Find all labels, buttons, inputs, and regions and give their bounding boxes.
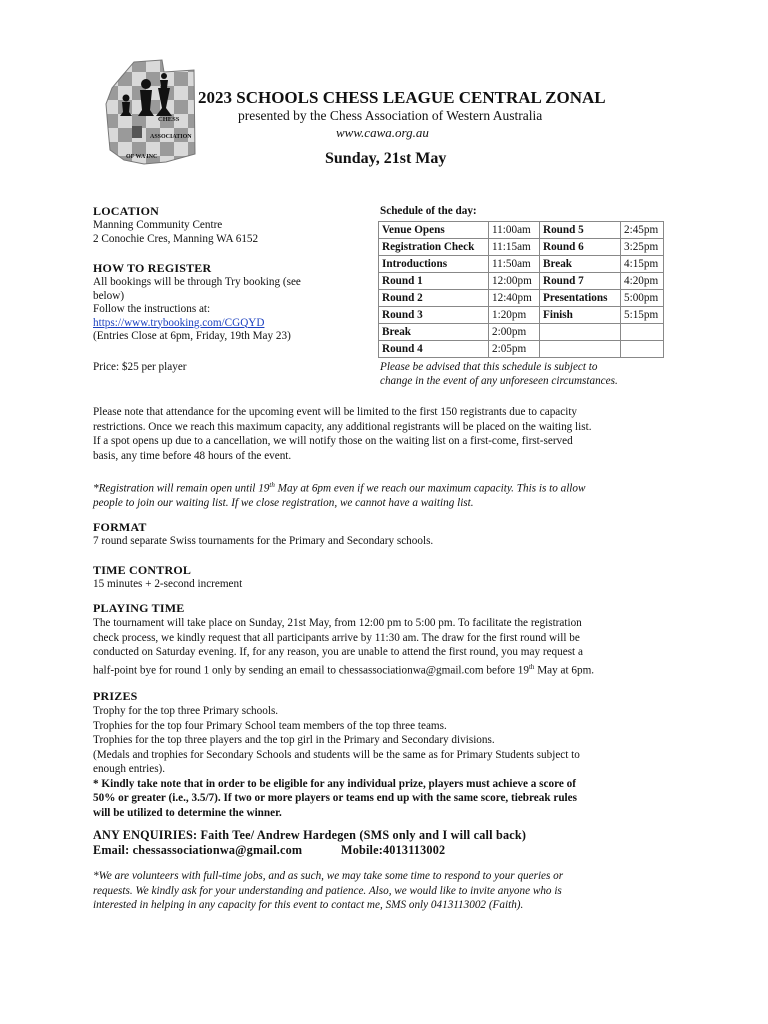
schedule-event-label: Venue Opens xyxy=(379,222,489,239)
schedule-heading: Schedule of the day: xyxy=(380,205,477,217)
capacity-line-4: basis, any time before 48 hours of the event. xyxy=(93,449,292,462)
schedule-row xyxy=(379,273,664,290)
schedule-row xyxy=(379,324,664,341)
format-text: 7 round separate Swiss tournaments for the Primary and Secondary schools. xyxy=(93,535,434,547)
prizes-line-5: enough entries). xyxy=(93,763,166,775)
schedule-event-label: Finish xyxy=(540,307,621,324)
schedule-event-time: 2:05pm xyxy=(489,341,540,358)
prizes-section xyxy=(93,689,683,820)
logo-text-of-wa-inc: OF WA INC xyxy=(126,154,158,160)
prizes-line-2: Trophies for the top four Primary School team members of the top three teams. xyxy=(93,719,447,732)
schedule-event-time: 2:00pm xyxy=(489,324,540,341)
price-text: Price: $25 per player xyxy=(93,361,187,373)
schedule-event-time: 3:25pm xyxy=(621,239,664,256)
prizes-heading: PRIZES xyxy=(93,689,138,703)
schedule-row xyxy=(379,307,664,324)
enquiries-email[interactable]: Email: chessassociationwa@gmail.com xyxy=(93,843,303,857)
enquiries-heading: ANY ENQUIRIES: Faith Tee/ Andrew Hardegen (SMS only and I will call back) xyxy=(93,828,527,842)
page-subtitle: presented by the Chess Association of Western Australia xyxy=(238,108,543,123)
schedule-event-time xyxy=(621,341,664,358)
playing-time-section xyxy=(93,601,678,678)
schedule-event-label: Round 2 xyxy=(379,290,489,307)
enquiries-section xyxy=(93,828,683,859)
location-section xyxy=(93,204,353,246)
schedule-event-time: 4:15pm xyxy=(621,256,664,273)
schedule-event-time: 5:00pm xyxy=(621,290,664,307)
prizes-line-4: (Medals and trophies for Secondary Schools and students will be the same as for Primary Students subject to xyxy=(93,748,580,761)
register-line-3: Follow the instructions at: xyxy=(93,303,211,315)
prizes-eligibility-line-2: 50% or greater (i.e., 3.5/7). If two or more players or teams end up with the same score, tiebreak rules xyxy=(93,792,577,804)
schedule-event-time xyxy=(621,324,664,341)
schedule-event-time: 5:15pm xyxy=(621,307,664,324)
volunteer-note xyxy=(93,869,673,913)
registration-note xyxy=(93,478,678,511)
page-title: 2023 SCHOOLS CHESS LEAGUE CENTRAL ZONAL xyxy=(198,88,606,107)
enquiries-mobile[interactable]: Mobile:4013113002 xyxy=(341,843,446,857)
event-date: Sunday, 21st May xyxy=(325,150,447,167)
capacity-paragraph xyxy=(93,405,678,463)
volunteer-line-3: interested in helping in any capacity for this event to contact me, SMS only 0413113002 (Faith). xyxy=(93,899,524,911)
time-control-section xyxy=(93,563,242,592)
volunteer-line-2: requests. We kindly ask for your understanding and patience. Also, we would like to invite anyone who is xyxy=(93,884,562,897)
schedule-row xyxy=(379,239,664,256)
playing-time-heading: PLAYING TIME xyxy=(93,601,185,615)
schedule-event-label: Break xyxy=(379,324,489,341)
format-section xyxy=(93,520,433,549)
schedule-event-label: Break xyxy=(540,256,621,273)
schedule-event-time: 11:00am xyxy=(489,222,540,239)
registration-note-line-1: *Registration will remain open until 19th May at 6pm even if we reach our maximum capacity. This is to allow xyxy=(93,481,586,495)
schedule-row xyxy=(379,222,664,239)
schedule-event-time: 11:50am xyxy=(489,256,540,273)
register-line-1: All bookings will be through Try booking (see xyxy=(93,276,301,288)
register-line-4: (Entries Close at 6pm, Friday, 19th May 23) xyxy=(93,330,291,342)
schedule-note-line-2: change in the event of any unforeseen circumstances. xyxy=(380,375,618,387)
schedule-event-label: Introductions xyxy=(379,256,489,273)
schedule-event-time: 12:40pm xyxy=(489,290,540,307)
prizes-line-1: Trophy for the top three Primary schools. xyxy=(93,705,279,717)
location-venue: Manning Community Centre xyxy=(93,219,223,231)
registration-note-line-2: people to join our waiting list. If we close registration, we cannot have a waiting list. xyxy=(93,497,474,510)
register-heading: HOW TO REGISTER xyxy=(93,261,212,275)
schedule-event-label xyxy=(540,341,621,358)
schedule-row xyxy=(379,256,664,273)
website-link[interactable]: www.cawa.org.au xyxy=(336,125,429,140)
schedule-row xyxy=(379,341,664,358)
trybooking-link[interactable]: https://www.trybooking.com/CGQYD xyxy=(93,316,265,329)
location-address: 2 Conochie Cres, Manning WA 6152 xyxy=(93,232,259,245)
schedule-event-time: 1:20pm xyxy=(489,307,540,324)
schedule-event-label: Registration Check xyxy=(379,239,489,256)
schedule-note-line-1: Please be advised that this schedule is subject to xyxy=(380,361,598,373)
schedule-event-time: 2:45pm xyxy=(621,222,664,239)
logo-text-chess: CHESS xyxy=(158,116,180,123)
capacity-line-3: If a spot opens up due to a cancellation, we will notify those on the waiting list on a first-come, first-served xyxy=(93,435,573,447)
format-heading: FORMAT xyxy=(93,520,147,534)
schedule-event-label: Round 5 xyxy=(540,222,621,239)
schedule-event-label: Round 1 xyxy=(379,273,489,290)
schedule-event-label: Round 7 xyxy=(540,273,621,290)
prizes-line-3: Trophies for the top three players and the top girl in the Primary and Secondary divisions. xyxy=(93,734,495,746)
register-section xyxy=(93,261,353,344)
prizes-eligibility-line-3: will be utilized to determine the winner. xyxy=(93,806,282,819)
prizes-eligibility-line-1: * Kindly take note that in order to be eligible for any individual prize, players must achieve a score of xyxy=(93,777,576,790)
schedule-event-label xyxy=(540,324,621,341)
playing-time-line-3: conducted on Saturday evening. If, for any reason, you are unable to attend the first round, you may request a xyxy=(93,646,583,658)
register-line-2: below) xyxy=(93,289,125,302)
schedule-row xyxy=(379,290,664,307)
schedule-table xyxy=(378,221,664,358)
schedule-event-label: Presentations xyxy=(540,290,621,307)
schedule-event-label: Round 3 xyxy=(379,307,489,324)
schedule-event-time: 11:15am xyxy=(489,239,540,256)
schedule-event-time: 4:20pm xyxy=(621,273,664,290)
schedule-event-time: 12:00pm xyxy=(489,273,540,290)
playing-time-line-4: half-point bye for round 1 only by sending an email to chessassociationwa@gmail.com before 19th May at 6pm. xyxy=(93,662,595,677)
playing-time-line-2: check process, we kindly request that all participants arrive by 11:30 am. The draw for the first round will be xyxy=(93,631,580,644)
logo-text-association: ASSOCIATION xyxy=(150,134,192,140)
location-heading: LOCATION xyxy=(93,204,160,218)
wa-map-chess-logo-graphic xyxy=(104,58,196,166)
schedule-event-label: Round 4 xyxy=(379,341,489,358)
playing-time-line-1: The tournament will take place on Sunday, 21st May, from 12:00 pm to 5:00 pm. To facilitate the registration xyxy=(93,617,582,629)
capacity-line-1: Please note that attendance for the upcoming event will be limited to the first 150 registrants due to capacity xyxy=(93,406,578,418)
capacity-line-2: restrictions. Once we reach this maximum capacity, any additional registrants will be placed on the waiting list. xyxy=(93,420,592,433)
volunteer-line-1: *We are volunteers with full-time jobs, and as such, we may take some time to respond to your queries or xyxy=(93,870,564,882)
schedule-event-label: Round 6 xyxy=(540,239,621,256)
enquiries-contact xyxy=(93,843,683,859)
time-control-text: 15 minutes + 2-second increment xyxy=(93,578,243,590)
cawa-logo xyxy=(104,58,196,166)
time-control-heading: TIME CONTROL xyxy=(93,563,192,577)
